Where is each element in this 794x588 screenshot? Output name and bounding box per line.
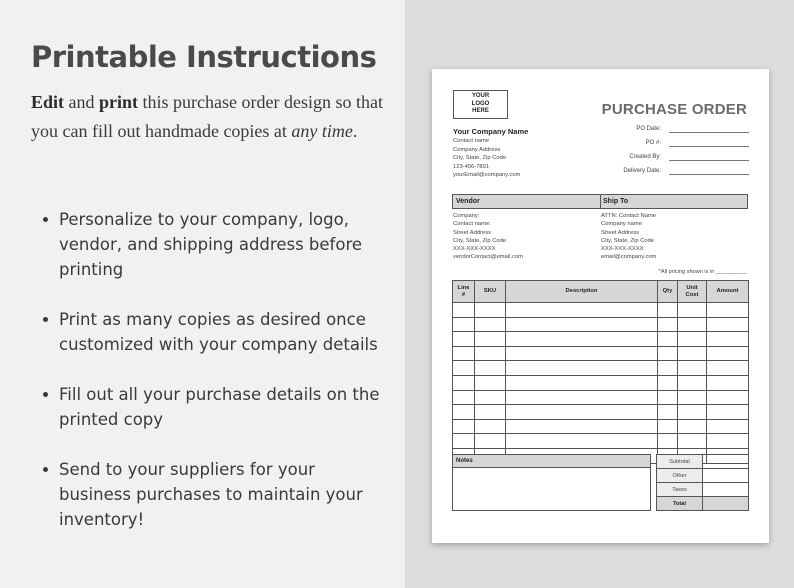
table-cell	[475, 332, 506, 347]
totals-value	[703, 469, 749, 483]
table-cell	[475, 434, 506, 449]
table-cell	[658, 405, 678, 420]
table-cell	[658, 434, 678, 449]
table-row	[453, 317, 749, 332]
table-cell	[453, 346, 475, 361]
table-cell	[707, 361, 749, 376]
table-row	[453, 375, 749, 390]
shipto-line: XXX-XXX-XXXX	[601, 246, 644, 253]
table-cell	[658, 317, 678, 332]
shipto-line: Company name	[601, 221, 642, 228]
table-cell	[506, 361, 658, 376]
totals-label: Subtotal	[657, 455, 703, 469]
instruction-item: Fill out all your purchase details on the printed copy	[40, 382, 380, 432]
vendor-line: vendorContact@email.com	[453, 254, 524, 261]
col-amount: Amount	[707, 281, 749, 303]
col-qty: Qty	[658, 281, 678, 303]
table-cell	[453, 405, 475, 420]
table-cell	[707, 375, 749, 390]
table-cell	[453, 434, 475, 449]
vendor-line: XXX-XXX-XXXX	[453, 246, 496, 253]
vendor-details	[453, 212, 523, 262]
instruction-item: Send to your suppliers for your business purchases to maintain your inventory!	[40, 457, 380, 532]
po-field-label: Delivery Date:	[623, 168, 661, 174]
intro-edit: Edit	[31, 92, 65, 112]
instruction-item: Print as many copies as desired once customized with your company details	[40, 307, 380, 357]
vendor-line: Company:	[453, 213, 480, 219]
company-details	[453, 137, 520, 180]
purchase-order-sheet	[432, 69, 769, 543]
totals-value	[703, 455, 749, 469]
po-field-label: PO Date:	[636, 126, 661, 132]
col-description: Description	[506, 281, 658, 303]
blank-line	[669, 160, 749, 161]
totals-label: Other	[657, 469, 703, 483]
shipto-line: email@company.com	[601, 254, 657, 261]
table-cell	[453, 390, 475, 405]
table-cell	[475, 346, 506, 361]
company-line: yourEmail@company.com	[453, 172, 521, 178]
instruction-item: Personalize to your company, logo, vendor, and shipping address before printing	[40, 207, 380, 282]
pricing-note: *All pricing shown is in __________	[658, 269, 747, 275]
table-cell	[678, 361, 707, 376]
table-body	[453, 303, 749, 464]
table-cell	[475, 317, 506, 332]
intro-paragraph	[31, 88, 396, 146]
company-name: Your Company Name	[453, 127, 529, 136]
intro-and: and	[64, 92, 100, 112]
table-cell	[453, 317, 475, 332]
taxes-row	[657, 483, 749, 497]
table-cell	[707, 317, 749, 332]
totals-label: Total	[657, 497, 703, 511]
col-line-bottom: #	[461, 291, 466, 298]
table-cell	[506, 346, 658, 361]
other-row	[657, 469, 749, 483]
total-row	[657, 497, 749, 511]
purchase-order-title: PURCHASE ORDER	[601, 101, 747, 118]
intro-print: print	[99, 92, 139, 112]
table-cell	[678, 332, 707, 347]
table-cell	[707, 419, 749, 434]
table-cell	[453, 303, 475, 318]
logo-line: LOGO	[471, 100, 490, 107]
table-cell	[707, 346, 749, 361]
table-cell	[678, 434, 707, 449]
table-cell	[506, 419, 658, 434]
totals-table	[656, 454, 749, 511]
table-row	[453, 346, 749, 361]
vendor-shipto-header	[452, 194, 748, 209]
po-date-field	[604, 125, 749, 139]
company-line: City, State, Zip Code	[453, 155, 507, 161]
vendor-line: City, State, Zip Code	[453, 237, 507, 244]
table-row	[453, 405, 749, 420]
shipto-details	[601, 212, 656, 262]
table-cell	[678, 303, 707, 318]
table-cell	[506, 375, 658, 390]
table-cell	[658, 361, 678, 376]
table-cell	[658, 332, 678, 347]
intro-end: .	[352, 121, 358, 141]
subtotal-row	[657, 455, 749, 469]
delivery-date-field	[604, 167, 749, 181]
col-unit-cost-bottom: Cost	[685, 291, 699, 298]
table-cell	[658, 346, 678, 361]
vendor-line: Street Address	[453, 229, 492, 236]
logo-line: YOUR	[471, 93, 490, 99]
intro-any-time: any time	[291, 121, 353, 141]
table-cell	[678, 317, 707, 332]
blank-line	[669, 146, 749, 147]
table-cell	[707, 303, 749, 318]
table-cell	[506, 303, 658, 318]
blank-line	[669, 174, 749, 175]
table-cell	[678, 419, 707, 434]
col-sku: SKU	[475, 281, 506, 303]
table-cell	[475, 375, 506, 390]
table-header-row	[453, 281, 749, 303]
po-number-field	[604, 139, 749, 153]
table-cell	[658, 375, 678, 390]
totals-label: Taxes	[657, 483, 703, 497]
table-cell	[506, 434, 658, 449]
table-row	[453, 361, 749, 376]
table-cell	[707, 332, 749, 347]
created-by-field	[604, 153, 749, 167]
totals-value	[703, 497, 749, 511]
table-cell	[453, 419, 475, 434]
table-cell	[678, 405, 707, 420]
table-cell	[658, 419, 678, 434]
vendor-label: Vendor	[456, 198, 480, 205]
table-cell	[678, 346, 707, 361]
po-fields	[604, 125, 749, 181]
po-field-label: PO #:	[645, 140, 661, 146]
shipto-line: City, State, Zip Code	[601, 237, 655, 244]
table-cell	[453, 332, 475, 347]
table-row	[453, 332, 749, 347]
table-cell	[506, 317, 658, 332]
shipto-line: Street Address	[601, 229, 640, 236]
blank-line	[669, 132, 749, 133]
vendor-line: Contact name:	[453, 221, 491, 228]
col-unit-cost-top: Unit	[686, 284, 698, 291]
table-row	[453, 434, 749, 449]
table-cell	[678, 390, 707, 405]
table-cell	[475, 303, 506, 318]
company-line: Company Address	[453, 146, 501, 153]
table-cell	[707, 390, 749, 405]
table-cell	[707, 434, 749, 449]
table-cell	[475, 361, 506, 376]
intro-rest: this purchase order design so that you can fill out handmade copies at	[31, 92, 383, 141]
totals-value	[703, 483, 749, 497]
table-cell	[475, 419, 506, 434]
line-items-table	[452, 280, 749, 464]
shipto-line: ATTN: Contact Name	[601, 213, 656, 219]
table-cell	[506, 405, 658, 420]
company-line: Contact name	[453, 138, 490, 144]
table-row	[453, 303, 749, 318]
table-cell	[506, 390, 658, 405]
table-cell	[475, 390, 506, 405]
instruction-list	[40, 207, 380, 557]
logo-line: HERE	[472, 108, 489, 114]
table-cell	[707, 405, 749, 420]
notes-label: Notes	[453, 455, 650, 468]
table-cell	[658, 303, 678, 318]
table-cell	[506, 332, 658, 347]
table-cell	[475, 405, 506, 420]
header-divider	[600, 195, 601, 208]
table-cell	[678, 375, 707, 390]
table-cell	[658, 390, 678, 405]
page-title: Printable Instructions	[31, 40, 377, 74]
po-field-label: Created By:	[629, 154, 661, 160]
table-row	[453, 390, 749, 405]
company-line: 123-456-7891	[453, 163, 490, 170]
shipto-label: Ship To	[603, 198, 629, 205]
table-row	[453, 419, 749, 434]
col-line-top: Line	[457, 284, 470, 291]
col-unit-cost	[678, 281, 707, 303]
table-cell	[453, 361, 475, 376]
table-cell	[453, 375, 475, 390]
col-line	[453, 281, 475, 303]
logo-placeholder	[453, 90, 508, 119]
notes-box	[452, 454, 651, 511]
